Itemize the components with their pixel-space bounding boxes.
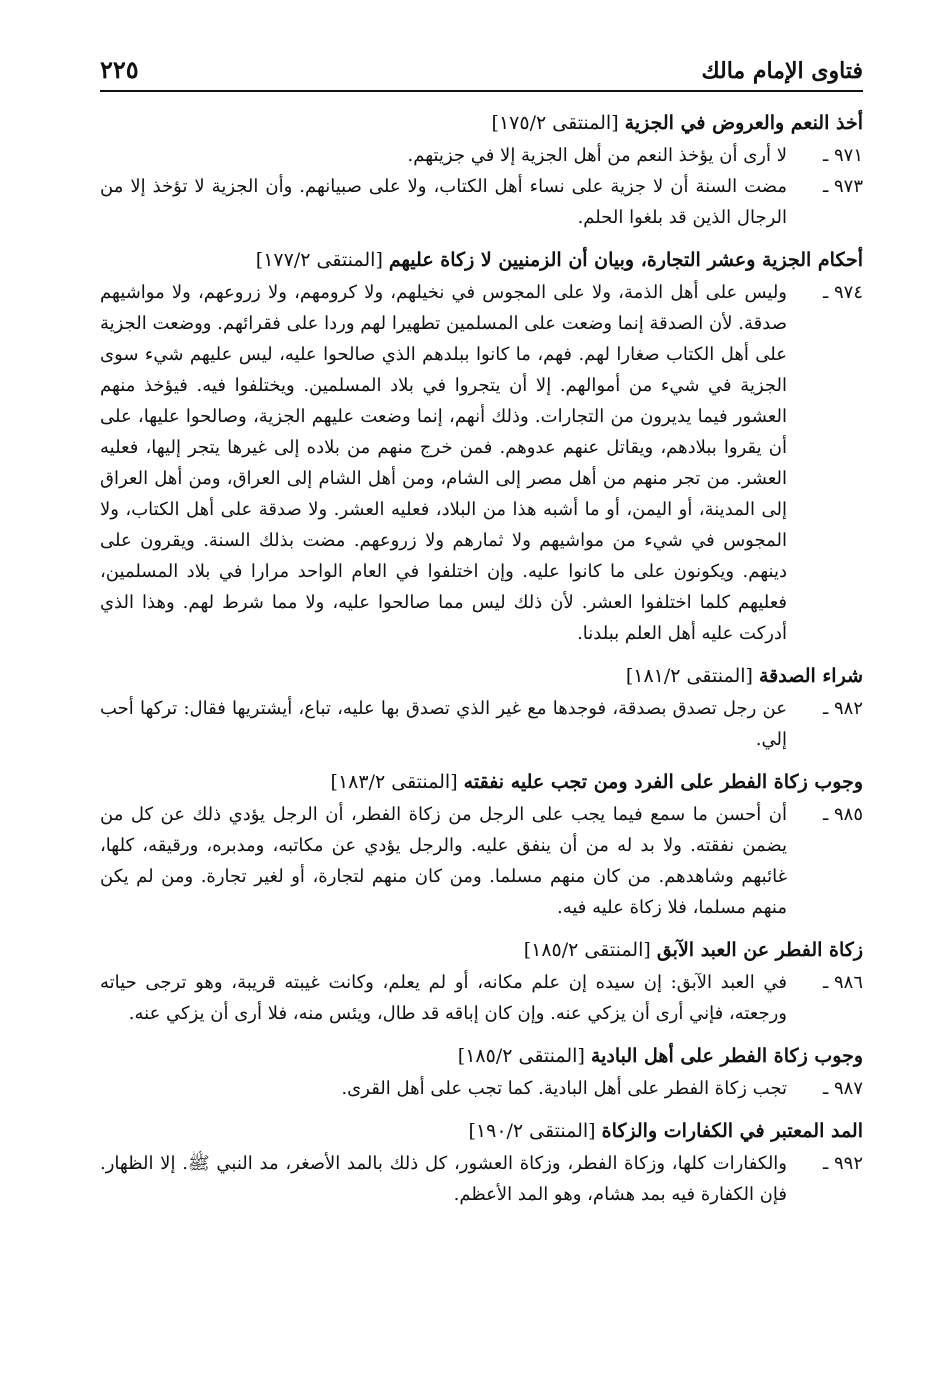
entry xyxy=(100,1073,863,1104)
entry xyxy=(100,171,863,233)
entry-text: في العبد الآبق: إن سيده إن علم مكانه، أو لم يعلم، وكانت غيبته قريبة، وهو ترجى حياته ورجعته، فإني أرى أن يزكي عنه. وإن كان إباقه قد طال، ويئس منه، فلا أرى أن يزكي عنه. xyxy=(100,972,787,1024)
section-heading xyxy=(100,933,863,967)
section-reference: [المنتقى ١٧٧/٢] xyxy=(255,249,383,271)
entry-number: ٩٧٤ ـ xyxy=(822,282,863,303)
entry-number: ٩٧١ ـ xyxy=(822,145,863,166)
section-heading xyxy=(100,659,863,693)
section-mudd-measure xyxy=(100,1114,863,1210)
entry-number: ٩٨٧ ـ xyxy=(822,1078,863,1099)
section-title: زكاة الفطر عن العبد الآبق xyxy=(656,939,863,961)
book-title: فتاوى الإمام مالك xyxy=(701,58,863,84)
section-jizya-trade-tithe xyxy=(100,243,863,649)
section-reference: [المنتقى ١٩٠/٢] xyxy=(468,1120,596,1142)
entry-text: عن رجل تصدق بصدقة، فوجدها مع غير الذي تصدق بها عليه، تباع، أيشتريها فقال: تركها أحب إلي. xyxy=(100,698,787,750)
entry-text: تجب زكاة الفطر على أهل البادية. كما تجب على أهل القرى. xyxy=(341,1078,787,1099)
entry xyxy=(100,277,863,649)
entry-text: مضت السنة أن لا جزية على نساء أهل الكتاب، ولا على صبيانهم. وأن الجزية لا تؤخذ إلا من الرجال الذين قد بلغوا الحلم. xyxy=(100,176,787,228)
section-title: المد المعتبر في الكفارات والزكاة xyxy=(601,1120,863,1142)
entry xyxy=(100,1148,863,1210)
section-zakat-fitr-bedouins xyxy=(100,1039,863,1104)
section-title: شراء الصدقة xyxy=(758,665,863,687)
section-reference: [المنتقى ١٨٥/٢] xyxy=(523,939,651,961)
section-title: أحكام الجزية وعشر التجارة، وبيان أن الزمنيين لا زكاة عليهم xyxy=(388,249,863,271)
entry-number: ٩٨٢ ـ xyxy=(822,698,863,719)
page-header xyxy=(100,40,863,92)
section-zakat-fitr-dependents xyxy=(100,765,863,923)
entry xyxy=(100,140,863,171)
section-buying-sadaqa xyxy=(100,659,863,755)
section-reference: [المنتقى ١٨٣/٢] xyxy=(330,771,458,793)
entry xyxy=(100,967,863,1029)
section-reference: [المنتقى ١٨٥/٢] xyxy=(457,1045,585,1067)
section-heading xyxy=(100,106,863,140)
section-heading xyxy=(100,243,863,277)
entry xyxy=(100,693,863,755)
section-heading xyxy=(100,765,863,799)
page-content xyxy=(100,92,863,1210)
section-reference: [المنتقى ١٧٥/٢] xyxy=(491,112,619,134)
entry-text: وليس على أهل الذمة، ولا على المجوس في نخيلهم، ولا كرومهم، ولا زروعهم، ولا مواشيهم صدقة. لأن الصدقة إنما وضعت على المسلمين تطهيرا لهم وردا على فقرائهم. ووضعت الجزية على أهل الكتاب صغارا لهم. فهم، ما كانوا ببلدهم الذي صالحوا عليه، ليس عليهم شيء سوى الجزية في شيء من أموالهم. إلا أن يتجروا في بلاد المسلمين. ويختلفوا فيه. فيؤخذ منهم العشور فيما يديرون من التجارات. وذلك أنهم، إنما وضعت عليهم الجزية، وصالحوا عليها، على أن يقروا ببلادهم، ويقاتل عنهم عدوهم. فمن خرج منهم من بلاده إلى غيرها يتجر إليها، فعليه العشر. من تجر منهم من أهل مصر إلى الشام، ومن أهل الشام إلى العراق، ومن أهل العراق إلى المدينة، أو اليمن، أو ما أشبه هذا من البلاد، فعليه العشر. ولا صدقة على أهل الكتاب، ولا المجوس في شيء من مواشيهم ولا ثمارهم ولا زروعهم. مضت بذلك السنة. ويقرون على دينهم. ويكونون على ما كانوا عليه. وإن اختلفوا في العام الواحد مرارا في بلاد المسلمين، فعليهم كلما اختلفوا العشر. لأن ذلك ليس مما صالحوا عليه، ولا مما شرط لهم. وهذا الذي أدركت عليه أهل العلم ببلدنا. xyxy=(100,282,787,644)
entry-number: ٩٩٢ ـ xyxy=(822,1153,863,1174)
section-heading xyxy=(100,1039,863,1073)
section-zakat-fitr-runaway-slave xyxy=(100,933,863,1029)
entry-number: ٩٨٥ ـ xyxy=(822,804,863,825)
entry-number: ٩٧٣ ـ xyxy=(822,176,863,197)
entry xyxy=(100,799,863,923)
section-reference: [المنتقى ١٨١/٢] xyxy=(625,665,753,687)
section-title: أخذ النعم والعروض في الجزية xyxy=(624,112,863,134)
section-jizya-livestock xyxy=(100,106,863,233)
page-number: ٢٢٥ xyxy=(100,55,139,84)
section-title: وجوب زكاة الفطر على أهل البادية xyxy=(590,1045,863,1067)
section-title: وجوب زكاة الفطر على الفرد ومن تجب عليه نفقته xyxy=(463,771,863,793)
section-heading xyxy=(100,1114,863,1148)
entry-text: أن أحسن ما سمع فيما يجب على الرجل من زكاة الفطر، أن الرجل يؤدي ذلك عن كل من يضمن نفقته. ولا بد له من أن ينفق عليه. والرجل يؤدي عن مكاتبه، ومدبره، ورقيقه، كلها، غائبهم وشاهدهم. من كان منهم مسلما. ومن كان منهم لتجارة، أو لغير تجارة. ومن لم يكن منهم مسلما، فلا زكاة عليه فيه. xyxy=(100,804,787,918)
entry-number: ٩٨٦ ـ xyxy=(822,972,863,993)
entry-text: لا أرى أن يؤخذ النعم من أهل الجزية إلا في جزيتهم. xyxy=(407,145,787,166)
entry-text: والكفارات كلها، وزكاة الفطر، وزكاة العشور، كل ذلك بالمد الأصغر، مد النبي ﷺ. إلا الظهار. فإن الكفارة فيه بمد هشام، وهو المد الأعظم. xyxy=(100,1153,787,1205)
